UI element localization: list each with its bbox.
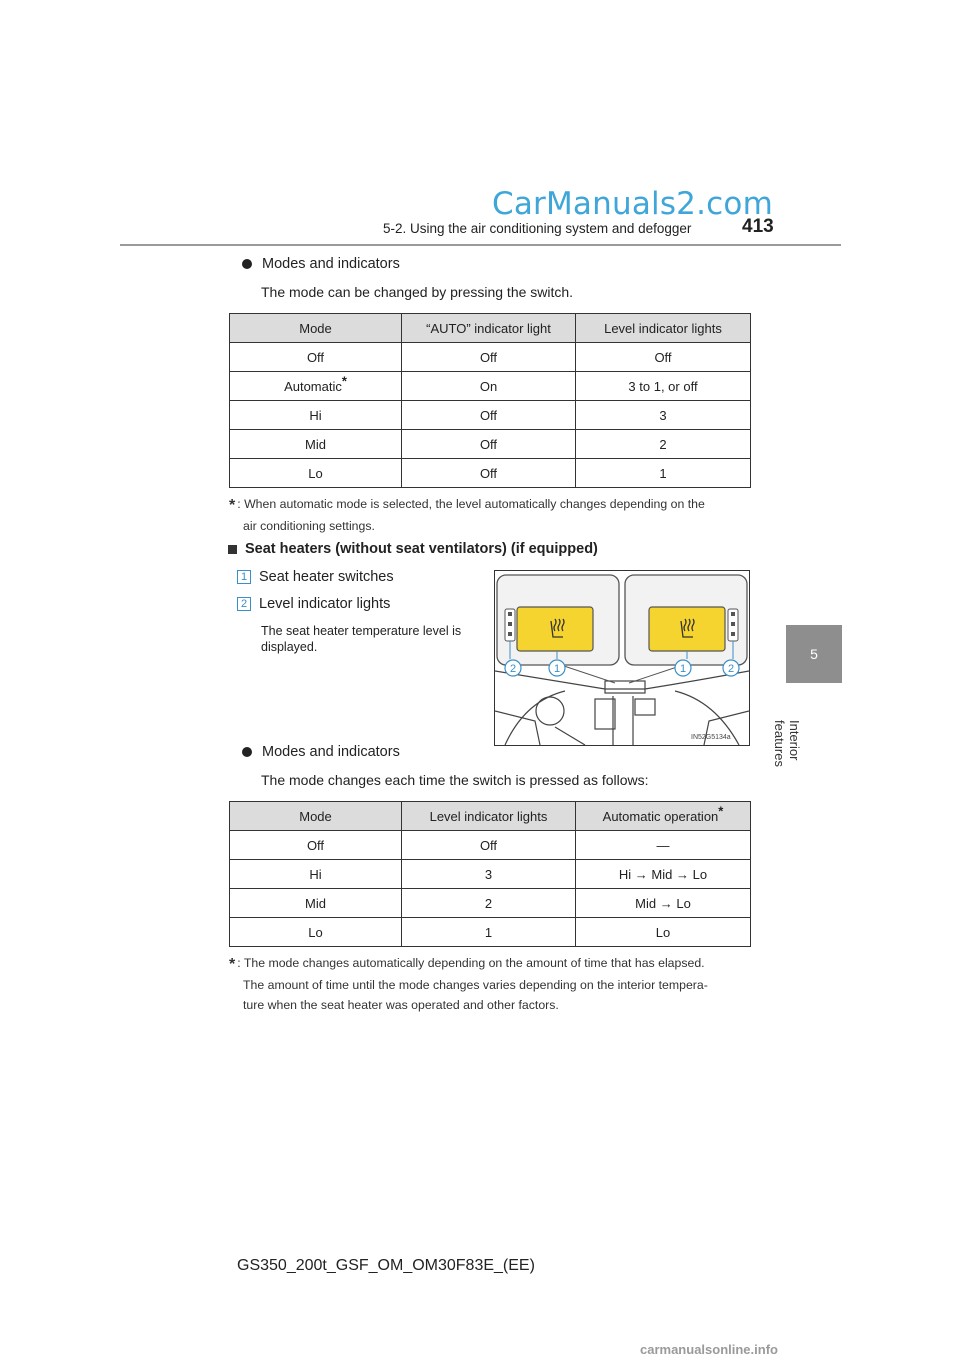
table-header-cell: “AUTO” indicator light: [402, 314, 576, 343]
footer-watermark: carmanualsonline.info: [640, 1342, 778, 1357]
table-cell: Hi → Mid → Lo: [576, 860, 751, 889]
table-cell: 3: [576, 401, 751, 430]
table-cell: Mid: [230, 889, 402, 918]
table-cell: Off: [230, 831, 402, 860]
table-cell: 2: [576, 430, 751, 459]
table-cell: Lo: [576, 918, 751, 947]
page-number: 413: [742, 216, 774, 237]
connector-lines: [555, 663, 689, 683]
right-level-dot: [731, 612, 735, 616]
table-header-cell: Level indicator lights: [576, 314, 751, 343]
table-cell: Hi: [230, 860, 402, 889]
callout-level-indicator-lights: [237, 596, 390, 612]
table-cell: Off: [576, 343, 751, 372]
table-cell: Lo: [230, 459, 402, 488]
table-row: [230, 459, 751, 488]
footnote-star: *: [229, 497, 236, 514]
section-heading-seat-heaters: [228, 541, 598, 557]
footnote-star: *: [718, 803, 724, 819]
bullet-modes-indicators-1: [242, 256, 400, 272]
table-cell: 3: [402, 860, 576, 889]
table-header-cell: Mode: [230, 802, 402, 831]
footnote-text: : When automatic mode is selected, the level automatically changes depending on the: [237, 497, 705, 511]
table-row: [230, 889, 751, 918]
bullet-icon: [242, 747, 252, 757]
table-cell: Off: [402, 343, 576, 372]
table-cell: Off: [230, 343, 402, 372]
table-row: [230, 343, 751, 372]
table-header-row: [230, 802, 751, 831]
table-cell: 1: [402, 918, 576, 947]
right-level-dot: [731, 632, 735, 636]
header-automatic-operation: Automatic operation: [602, 808, 719, 824]
footnote-2: [229, 953, 759, 1015]
table-cell: [230, 372, 402, 401]
seat-heater-note: [261, 623, 486, 655]
header-divider: [120, 244, 841, 246]
bullet-text: Modes and indicators: [262, 256, 400, 272]
callout-circle-label: 2: [509, 663, 517, 675]
table-row: [230, 430, 751, 459]
callout-seat-heater-switches: [237, 569, 394, 585]
dashboard-drawing: [495, 571, 749, 745]
callout-label: Seat heater switches: [259, 569, 394, 585]
mode-automatic: Automatic: [284, 378, 342, 394]
seat-heater-illustration: [494, 570, 750, 746]
callout-circle-label: 1: [553, 663, 561, 675]
callout-number-1: 1: [237, 570, 251, 584]
table-row: [230, 860, 751, 889]
table-cell: Mid → Lo: [576, 889, 751, 918]
table-cell: Mid: [230, 430, 402, 459]
table-cell: Lo: [230, 918, 402, 947]
footnote-text: The amount of time until the mode changes varies depending on the interior tempera-: [243, 978, 708, 992]
table-cell: Off: [402, 430, 576, 459]
table-cell: Hi: [230, 401, 402, 430]
left-level-dot: [508, 612, 512, 616]
chapter-label: Interior features: [772, 720, 802, 767]
footnote-star: *: [341, 373, 347, 389]
table-cell: On: [402, 372, 576, 401]
callout-number-2: 2: [237, 597, 251, 611]
table-cell: —: [576, 831, 751, 860]
right-level-dot: [731, 622, 735, 626]
table-header-row: [230, 314, 751, 343]
right-seat-heater-switch: [649, 607, 725, 651]
table-row: [230, 831, 751, 860]
section-square-icon: [228, 545, 237, 554]
footnote-1: [229, 494, 759, 536]
footnote-text: ture when the seat heater was operated and other factors.: [243, 998, 559, 1012]
section-heading-text: Seat heaters (without seat ventilators) (if equipped): [245, 541, 598, 557]
document-code: GS350_200t_GSF_OM_OM30F83E_(EE): [237, 1257, 535, 1274]
section-header-title: 5-2. Using the air conditioning system and defogger: [383, 221, 692, 236]
footnote-text: : The mode changes automatically depending on the amount of time that has elapsed.: [237, 956, 705, 970]
bullet-modes-indicators-2: [242, 744, 400, 760]
table-row: [230, 372, 751, 401]
watermark-logo: CarManuals2.com: [492, 186, 773, 222]
footnote-star: *: [229, 956, 236, 973]
table-header-cell: Level indicator lights: [402, 802, 576, 831]
table-cell: 1: [576, 459, 751, 488]
left-level-dot: [508, 622, 512, 626]
table-cell: Off: [402, 459, 576, 488]
table-cell: Off: [402, 401, 576, 430]
note-text: displayed.: [261, 640, 318, 654]
table-cell: Off: [402, 831, 576, 860]
bullet-text: Modes and indicators: [262, 744, 400, 760]
callout-circle-label: 2: [727, 663, 735, 675]
chapter-number: 5: [810, 646, 818, 662]
table-row: [230, 401, 751, 430]
chapter-tab[interactable]: [786, 625, 842, 683]
table-row: [230, 918, 751, 947]
callout-label: Level indicator lights: [259, 596, 391, 612]
left-seat-heater-switch: [517, 607, 593, 651]
table-header-cell: Mode: [230, 314, 402, 343]
note-text: The seat heater temperature level is: [261, 624, 462, 638]
left-level-dot: [508, 632, 512, 636]
callout-circle-label: 1: [679, 663, 687, 675]
modes-description-2: The mode changes each time the switch is pressed as follows:: [261, 772, 649, 788]
bullet-icon: [242, 259, 252, 269]
modes-table-1: [229, 313, 751, 488]
modes-table-2: [229, 801, 751, 947]
table-cell: 2: [402, 889, 576, 918]
table-cell: 3 to 1, or off: [576, 372, 751, 401]
footnote-text: air conditioning settings.: [243, 519, 375, 533]
illustration-code: IN52G5134a: [691, 734, 731, 741]
table-header-cell: [576, 802, 751, 831]
modes-description-1: The mode can be changed by pressing the switch.: [261, 284, 574, 300]
